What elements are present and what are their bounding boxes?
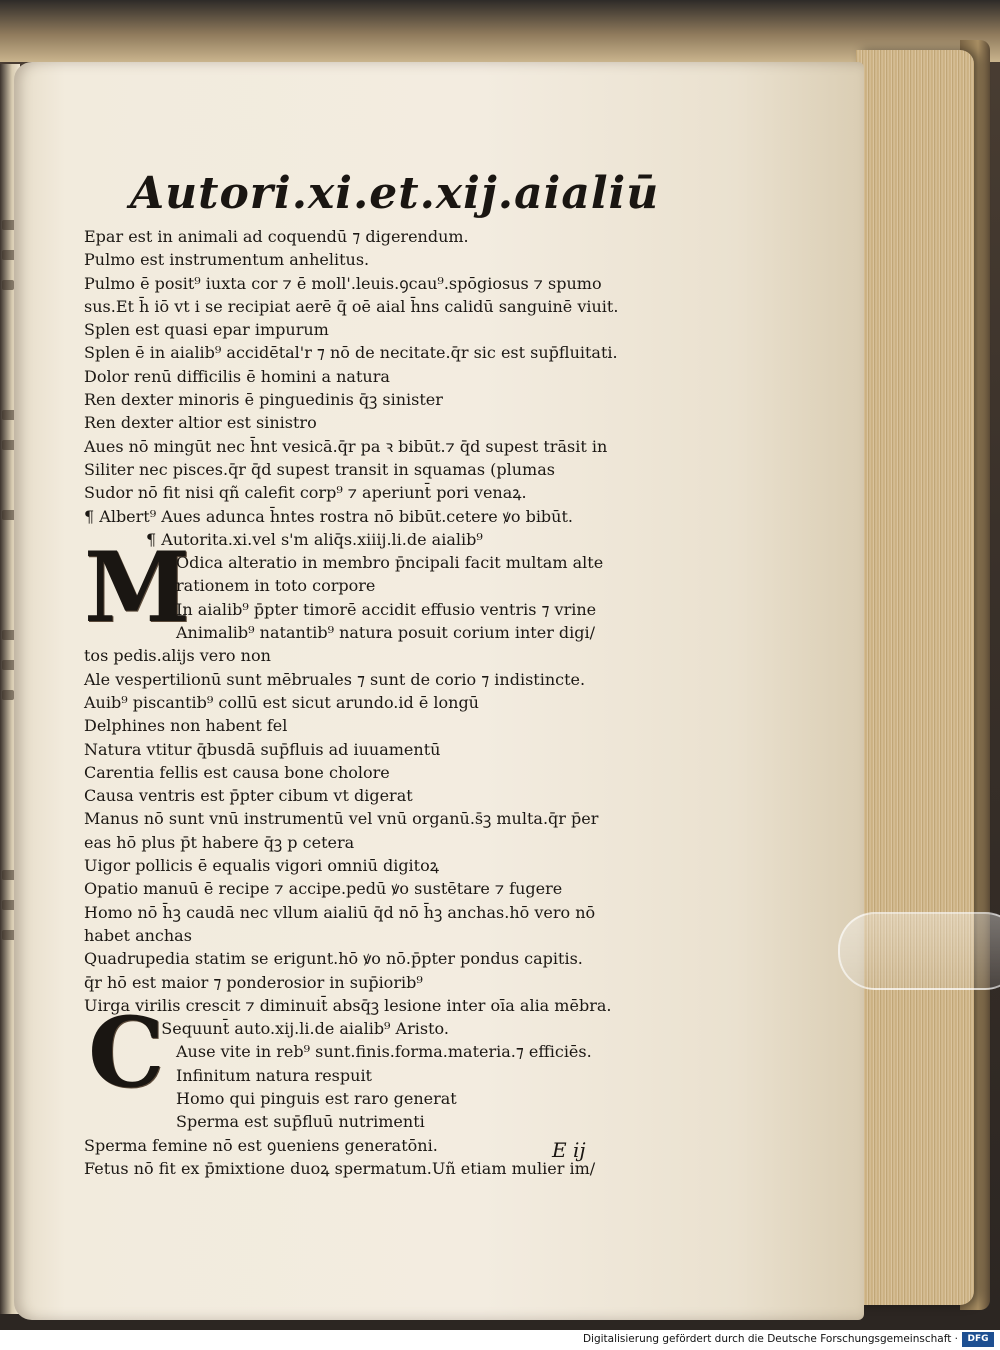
- text-line: Epar est in animali ad coquendū ⁊ digerendum.: [84, 227, 469, 246]
- text-line: Uirga virilis crescit ⁊ diminuit̄ absq̄ꝫ lesione inter oīa alia mēbra.: [84, 995, 612, 1015]
- text-line: Ause vite in reb⁹ sunt.finis.forma.materia.⁊ efficiēs.: [176, 1042, 592, 1062]
- text-line: Auib⁹ piscantib⁹ collū est sicut arundo.id ē longū: [84, 692, 479, 712]
- text-line: Pulmo ē posit⁹ iuxta cor ⁊ ē moll'.leuis.ꝯcau⁹.spōgiosus ⁊ spumo: [84, 273, 602, 293]
- text-line: Animalib⁹ natantib⁹ natura posuit corium inter digi/: [176, 623, 596, 643]
- text-line: habet anchas: [84, 925, 192, 945]
- text-line: ¶ Albert⁹ Aues adunca h̄ntes rostra nō bibūt.cetere ꝟo bibūt.: [84, 506, 573, 526]
- text-line: Ren dexter altior est sinistro: [84, 413, 317, 433]
- page-heading: Autori.xi.et.xij.aialiū: [130, 168, 660, 219]
- text-line: eas hō plus p̄t habere q̄ꝫ p cetera: [84, 832, 355, 852]
- text-line: Odica alteratio in membro p̄ncipali facit multam alte: [176, 553, 604, 573]
- drop-cap-m: M: [84, 531, 191, 644]
- section-heading: ¶ Autorita.xi.vel s'm aliq̄s.xiiij.li.de aialib⁹: [146, 529, 483, 549]
- text-line: Splen est quasi epar impurum: [84, 320, 329, 340]
- text-line: sus.Et h̄ iō vt i se recipiat aerē q̄ oē aial h̄ns calidū sanguinē viuit.: [84, 296, 619, 316]
- drop-cap-c: C: [88, 996, 165, 1109]
- text-line: tos pedis.alijs vero non: [84, 646, 271, 666]
- text-line: In aialib⁹ p̄pter timorē accidit effusio ventris ⁊ vrine: [176, 599, 597, 619]
- text-line: Dolor renū difficilis ē homini a natura: [84, 366, 390, 386]
- text-line: q̄r hō est maior ⁊ ponderosior in sup̄iorib⁹: [84, 972, 423, 992]
- text-line: Infinitum natura respuit: [176, 1065, 372, 1085]
- text-line: Carentia fellis est causa bone cholore: [84, 762, 390, 782]
- text-line: Opatio manuū ē recipe ⁊ accipe.pedū ꝟo sustētare ⁊ fugere: [84, 879, 563, 899]
- text-line: Homo qui pinguis est raro generat: [176, 1088, 457, 1108]
- dfg-logo: DFG: [962, 1332, 994, 1347]
- text-line: Ale vespertilionū sunt mēbruales ⁊ sunt de corio ⁊ indistincte.: [84, 669, 586, 689]
- text-line: Fetus nō fit ex p̄mixtione duoꝝ spermatum.Uñ etiam mulier im/: [84, 1158, 596, 1178]
- text-line: Causa ventris est p̄pter cibum vt digerat: [84, 786, 413, 806]
- text-line: Natura vtitur q̄busdā sup̄fluis ad iuuamentū: [84, 739, 441, 759]
- footer-bar: [0, 1330, 1000, 1350]
- text-line: Quadrupedia statim se erigunt.hō ꝟo nō.p̄pter pondus capitis.: [84, 949, 583, 969]
- text-line: Ren dexter minoris ē pinguedinis q̄ꝫ sinister: [84, 390, 443, 410]
- page-stack: [856, 50, 974, 1305]
- text-line: Siliter nec pisces.q̄r q̄d supest transit in squamas (plumas: [84, 459, 555, 479]
- text-line: Splen ē in aialib⁹ accidētal'r ⁊ nō de necitate.q̄r sic est sup̄fluitati.: [84, 343, 618, 363]
- text-line: Sperma femine nō est ꝯueniens generatōni.: [84, 1135, 438, 1155]
- section-heading: ¶ Sequunt̄ auto.xij.li.de aialib⁹ Aristo.: [146, 1019, 449, 1039]
- text-column: [84, 225, 664, 1180]
- text-line: Uigor pollicis ē equalis vigori omniū digitoꝝ: [84, 856, 439, 876]
- page-clamp: [838, 912, 1000, 990]
- signature-mark: E ij: [552, 1138, 586, 1162]
- text-line: rationem in toto corpore: [176, 576, 376, 596]
- text-line: Sperma est sup̄fluū nutrimenti: [176, 1112, 425, 1132]
- book-top-edge: [0, 0, 1000, 62]
- footer-credit: Digitalisierung gefördert durch die Deutsche Forschungsgemeinschaft ·: [582, 1333, 958, 1345]
- text-line: Sudor nō fit nisi qñ calefit corp⁹ ⁊ aperiunt̄ pori venaꝝ.: [84, 483, 527, 503]
- text-line: Pulmo est instrumentum anhelitus.: [84, 250, 370, 270]
- text-line: Aues nō mingūt nec h̄nt vesicā.q̄r pa ꝛ bibūt.⁊ q̄d supest trāsit in: [84, 436, 608, 456]
- text-line: Homo nō h̄ꝫ caudā nec vllum aialiū q̄d nō h̄ꝫ anchas.hō vero nō: [84, 902, 596, 922]
- text-line: Delphines non habent fel: [84, 716, 288, 736]
- text-line: Manus nō sunt vnū instrumentū vel vnū organū.s̄ꝫ multa.q̄r p̄er: [84, 809, 599, 829]
